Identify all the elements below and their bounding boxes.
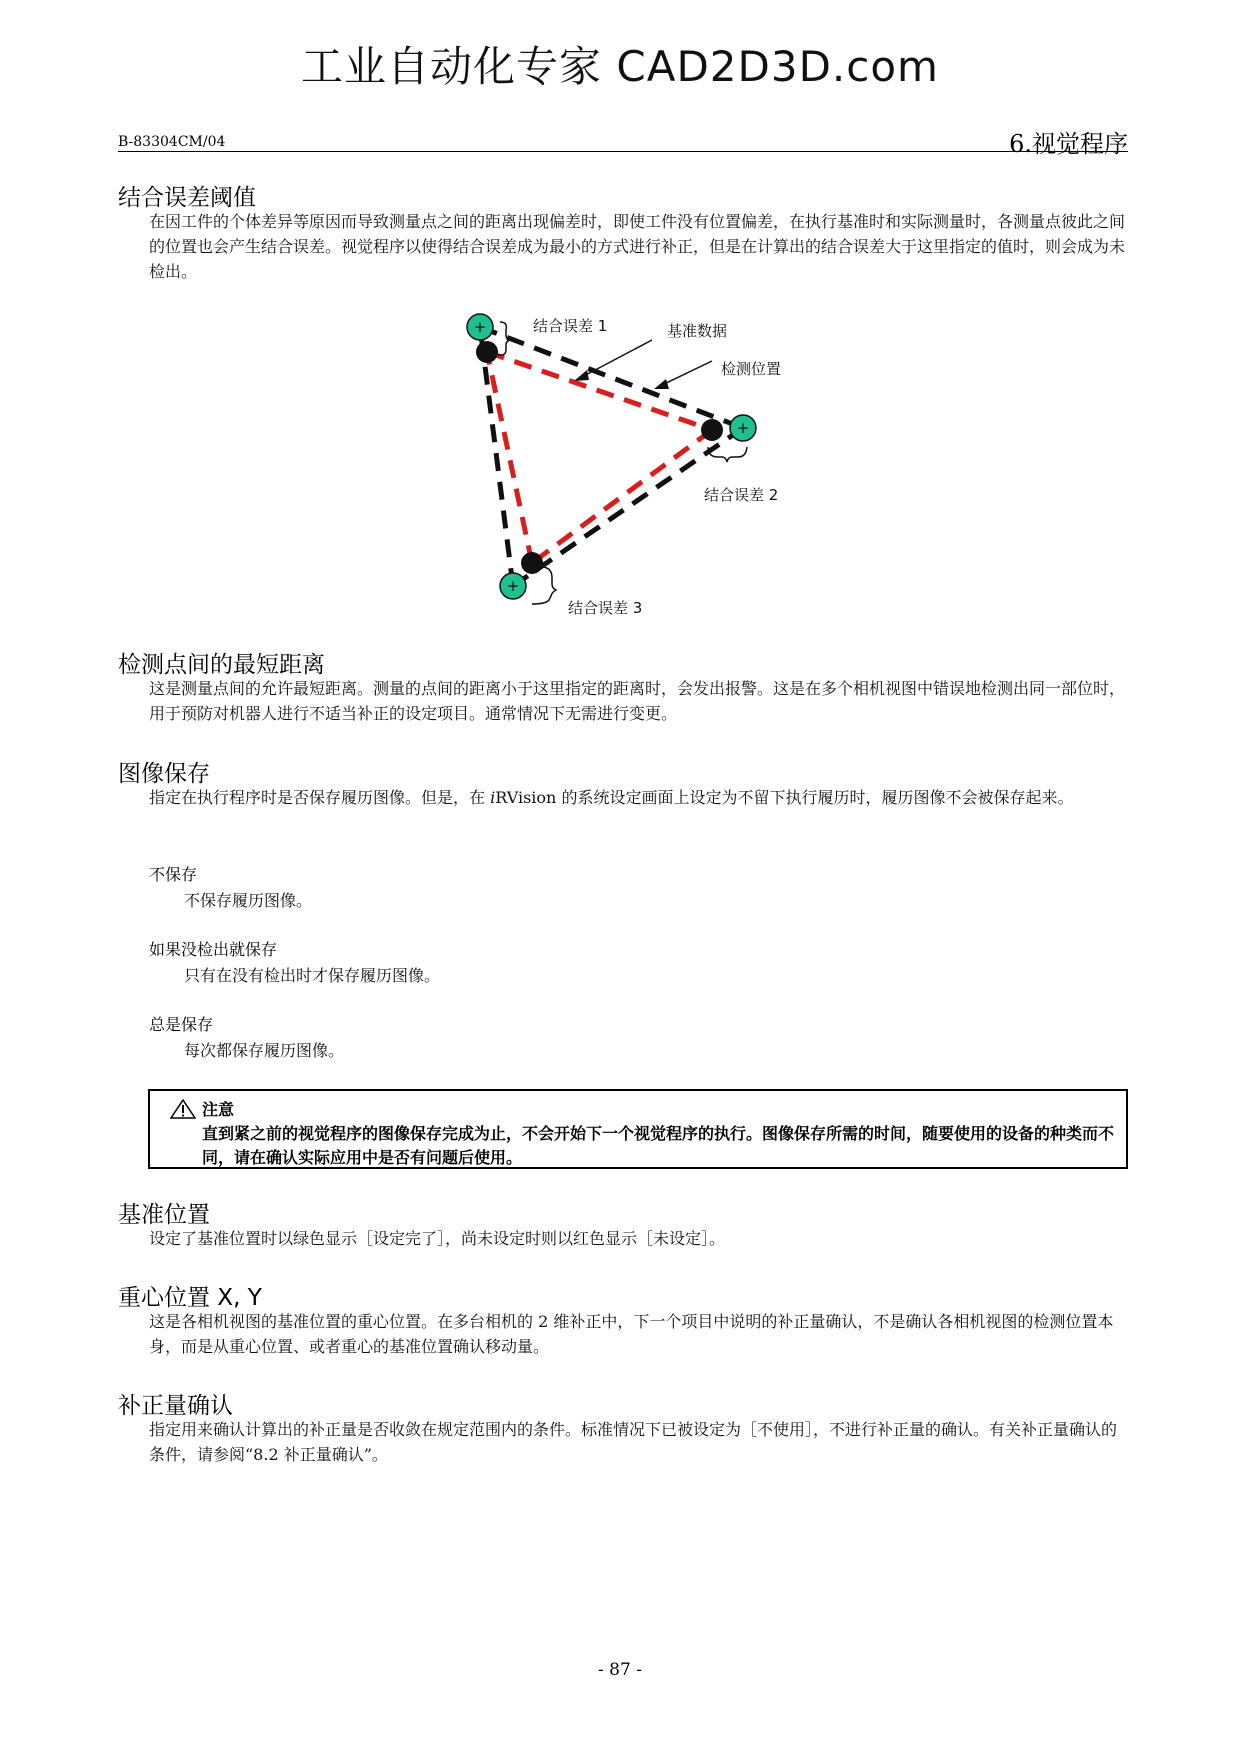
svg-text:+: + xyxy=(473,318,487,336)
section-body-combine-error: 在因工件的个体差异等原因而导致测量点之间的距离出现偏差时，即使工件没有位置偏差，在执行基准时和实际测量时，各测量点彼此之间的位置也会产生结合误差。视觉程序以使得结合误差成为最小的方式进行补正，但是在计算出的结合误差大于这里指定的值时，则会成为未检出。 xyxy=(149,212,1126,281)
reference-point-3 xyxy=(521,552,543,574)
section-body-image-save: 指定在执行程序时是否保存履历图像。但是，在 iRVision 的系统设定画面上设定为不留下执行履历时，履历图像不会被保存起来。 xyxy=(149,788,1074,807)
reference-pointer-line xyxy=(580,340,652,378)
svg-text:+: + xyxy=(506,577,520,595)
section-title-centroid: 重心位置 X, Y xyxy=(118,1285,262,1311)
caution-header xyxy=(170,1097,234,1120)
option-title-no-save: 不保存 xyxy=(149,865,198,884)
section-title-combine-error: 结合误差阈值 xyxy=(118,185,256,211)
label-detected: 检测位置 xyxy=(721,360,782,378)
detected-marker-2 xyxy=(730,415,756,441)
caution-body: 直到紧之前的视觉程序的图像保存完成为止，不会开始下一个视觉程序的执行。图像保存所需的时间，随要使用的设备的种类而不同，请在确认实际应用中是否有问题后使用。 xyxy=(202,1124,1115,1167)
label-error1: 结合误差 1 xyxy=(533,317,608,335)
detected-marker-3 xyxy=(500,573,526,599)
section-title-offset-check: 补正量确认 xyxy=(118,1393,233,1419)
combine-error-diagram xyxy=(0,0,1240,640)
option-title-save-on-fail: 如果没检出就保存 xyxy=(149,940,278,959)
section-body-offset-check: 指定用来确认计算出的补正量是否收敛在规定范围内的条件。标准情况下已被设定为［不使用］，不进行补正量的确认。有关补正量确认的条件，请参阅“8.2 补正量确认”。 xyxy=(149,1420,1118,1464)
reference-point-1 xyxy=(476,341,498,363)
option-title-always-save: 总是保存 xyxy=(149,1015,214,1034)
section-body-min-distance: 这是测量点间的允许最短距离。测量的点间的距离小于这里指定的距离时，会发出报警。这是在多个相机视图中错误地检测出同一部位时，用于预防对机器人进行不适当补正的设定项目。通常情况下无需进行变更。 xyxy=(149,679,1126,723)
watermark-title: 工业自动化专家 CAD2D3D.com xyxy=(301,42,939,91)
chapter-title: 6.视觉程序 xyxy=(1009,130,1128,158)
warning-icon xyxy=(170,1099,196,1119)
reference-point-2 xyxy=(701,419,723,441)
label-reference: 基准数据 xyxy=(667,322,728,340)
section-title-image-save: 图像保存 xyxy=(118,761,210,787)
detected-pointer-arrow xyxy=(654,379,669,389)
option-desc-no-save: 不保存履历图像。 xyxy=(184,891,313,910)
reference-pointer-arrow xyxy=(574,370,589,381)
section-body-reference-position: 设定了基准位置时以绿色显示［设定完了］，尚未设定时则以红色显示［未设定］。 xyxy=(149,1229,726,1248)
detected-marker-1 xyxy=(467,314,493,340)
caution-title: 注意 xyxy=(202,1100,235,1119)
label-error2: 结合误差 2 xyxy=(704,486,779,504)
section-title-min-distance: 检测点间的最短距离 xyxy=(118,652,325,678)
page-number: - 87 - xyxy=(598,1660,642,1680)
svg-text:+: + xyxy=(736,419,750,437)
detected-pointer-line xyxy=(660,361,712,386)
option-desc-save-on-fail: 只有在没有检出时才保存履历图像。 xyxy=(184,966,441,985)
caution-box xyxy=(148,1089,1128,1169)
section-body-centroid: 这是各相机视图的基准位置的重心位置。在多台相机的 2 维补正中，下一个项目中说明的补正量确认，不是确认各相机视图的检测位置本身，而是从重心位置、或者重心的基准位置确认移动量。 xyxy=(149,1312,1114,1356)
section-title-reference-position: 基准位置 xyxy=(118,1202,210,1228)
option-desc-always-save: 每次都保存履历图像。 xyxy=(184,1041,345,1060)
document-code: B-83304CM/04 xyxy=(118,134,226,150)
label-error3: 结合误差 3 xyxy=(568,599,643,617)
reference-triangle xyxy=(487,352,712,563)
